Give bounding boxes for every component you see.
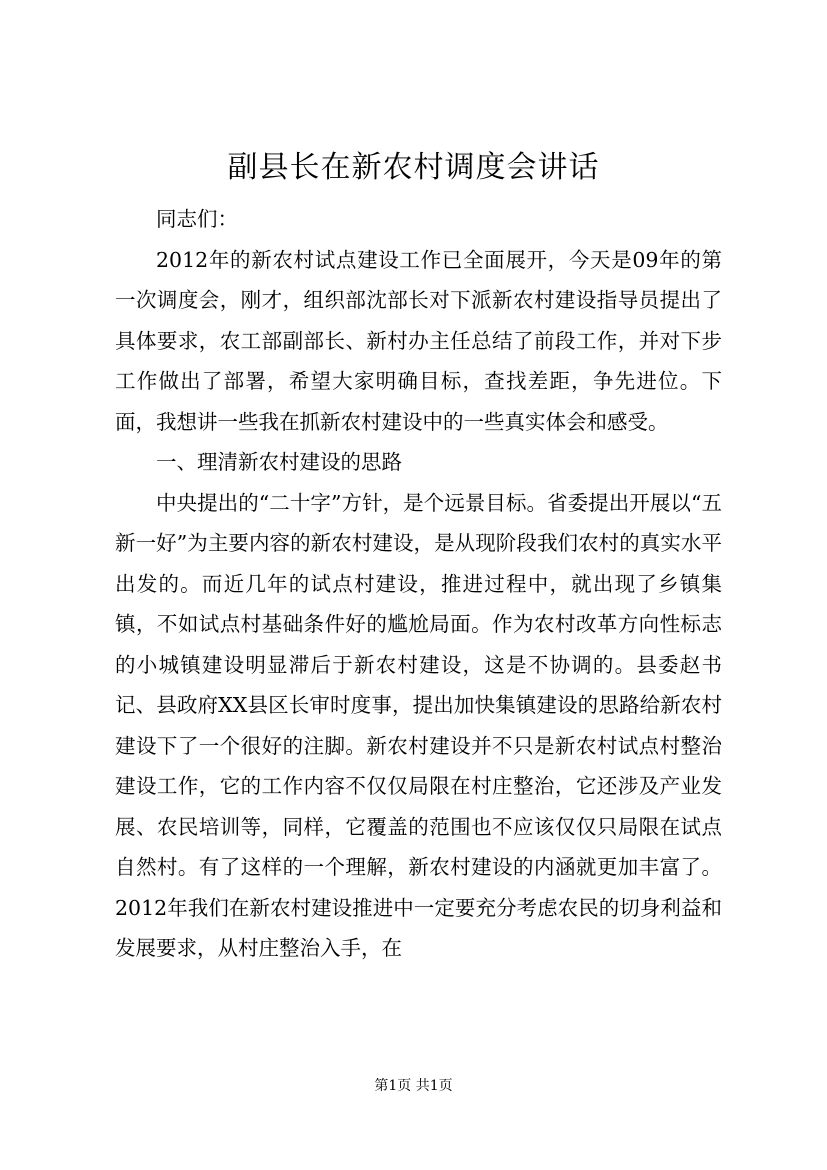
salutation-paragraph: 同志们：	[156, 207, 238, 231]
page-footer: 第1页 共1页	[374, 1078, 453, 1094]
document-title: 副县长在新农村调度会讲话	[227, 150, 600, 185]
section-paragraph: 中央提出的“二十字”方针，是个远景目标。省委提出开展以“五新一好”为主要内容的新农村建设，是从现阶段我们农村的真实水平出发的。而近几年的试点村建设，推进过程中，就出现了乡镇集镇，不如试点村基础条件好的尴尬局面。作为农村改革方向性标志的小城镇建设明显滞后于新农村建设，这是不协调的。县委赵书记、县政府XX县区长审时度事，提出加快集镇建设的思路给新农村建设下了一个很好的注脚。新农村建设并不只是新农村试点村整治建设工作，它的工作内容不仅仅局限在村庄整治，它还涉及产业发展、农民培训等，同样，它覆盖的范围也不应该仅仅只局限在试点自然村。有了这样的一个理解，新农村建设的内涵就更加丰富了。2012年我们在新农村建设推进中一定要充分考虑农民的切身利益和发展要求，从村庄整治入手，在	[115, 490, 722, 960]
section-heading: 一、理清新农村建设的思路	[156, 450, 402, 474]
intro-paragraph: 2012年的新农村试点建设工作已全面展开，今天是09年的第一次调度会，刚才，组织部沈部长对下派新农村建设指导员提出了具体要求，农工部副部长、新村办主任总结了前段工作，并对下步工作做出了部署，希望大家明确目标，查找差距，争先进位。下面，我想讲一些我在抓新农村建设中的一些真实体会和感受。	[115, 247, 722, 434]
document-body	[115, 199, 722, 969]
